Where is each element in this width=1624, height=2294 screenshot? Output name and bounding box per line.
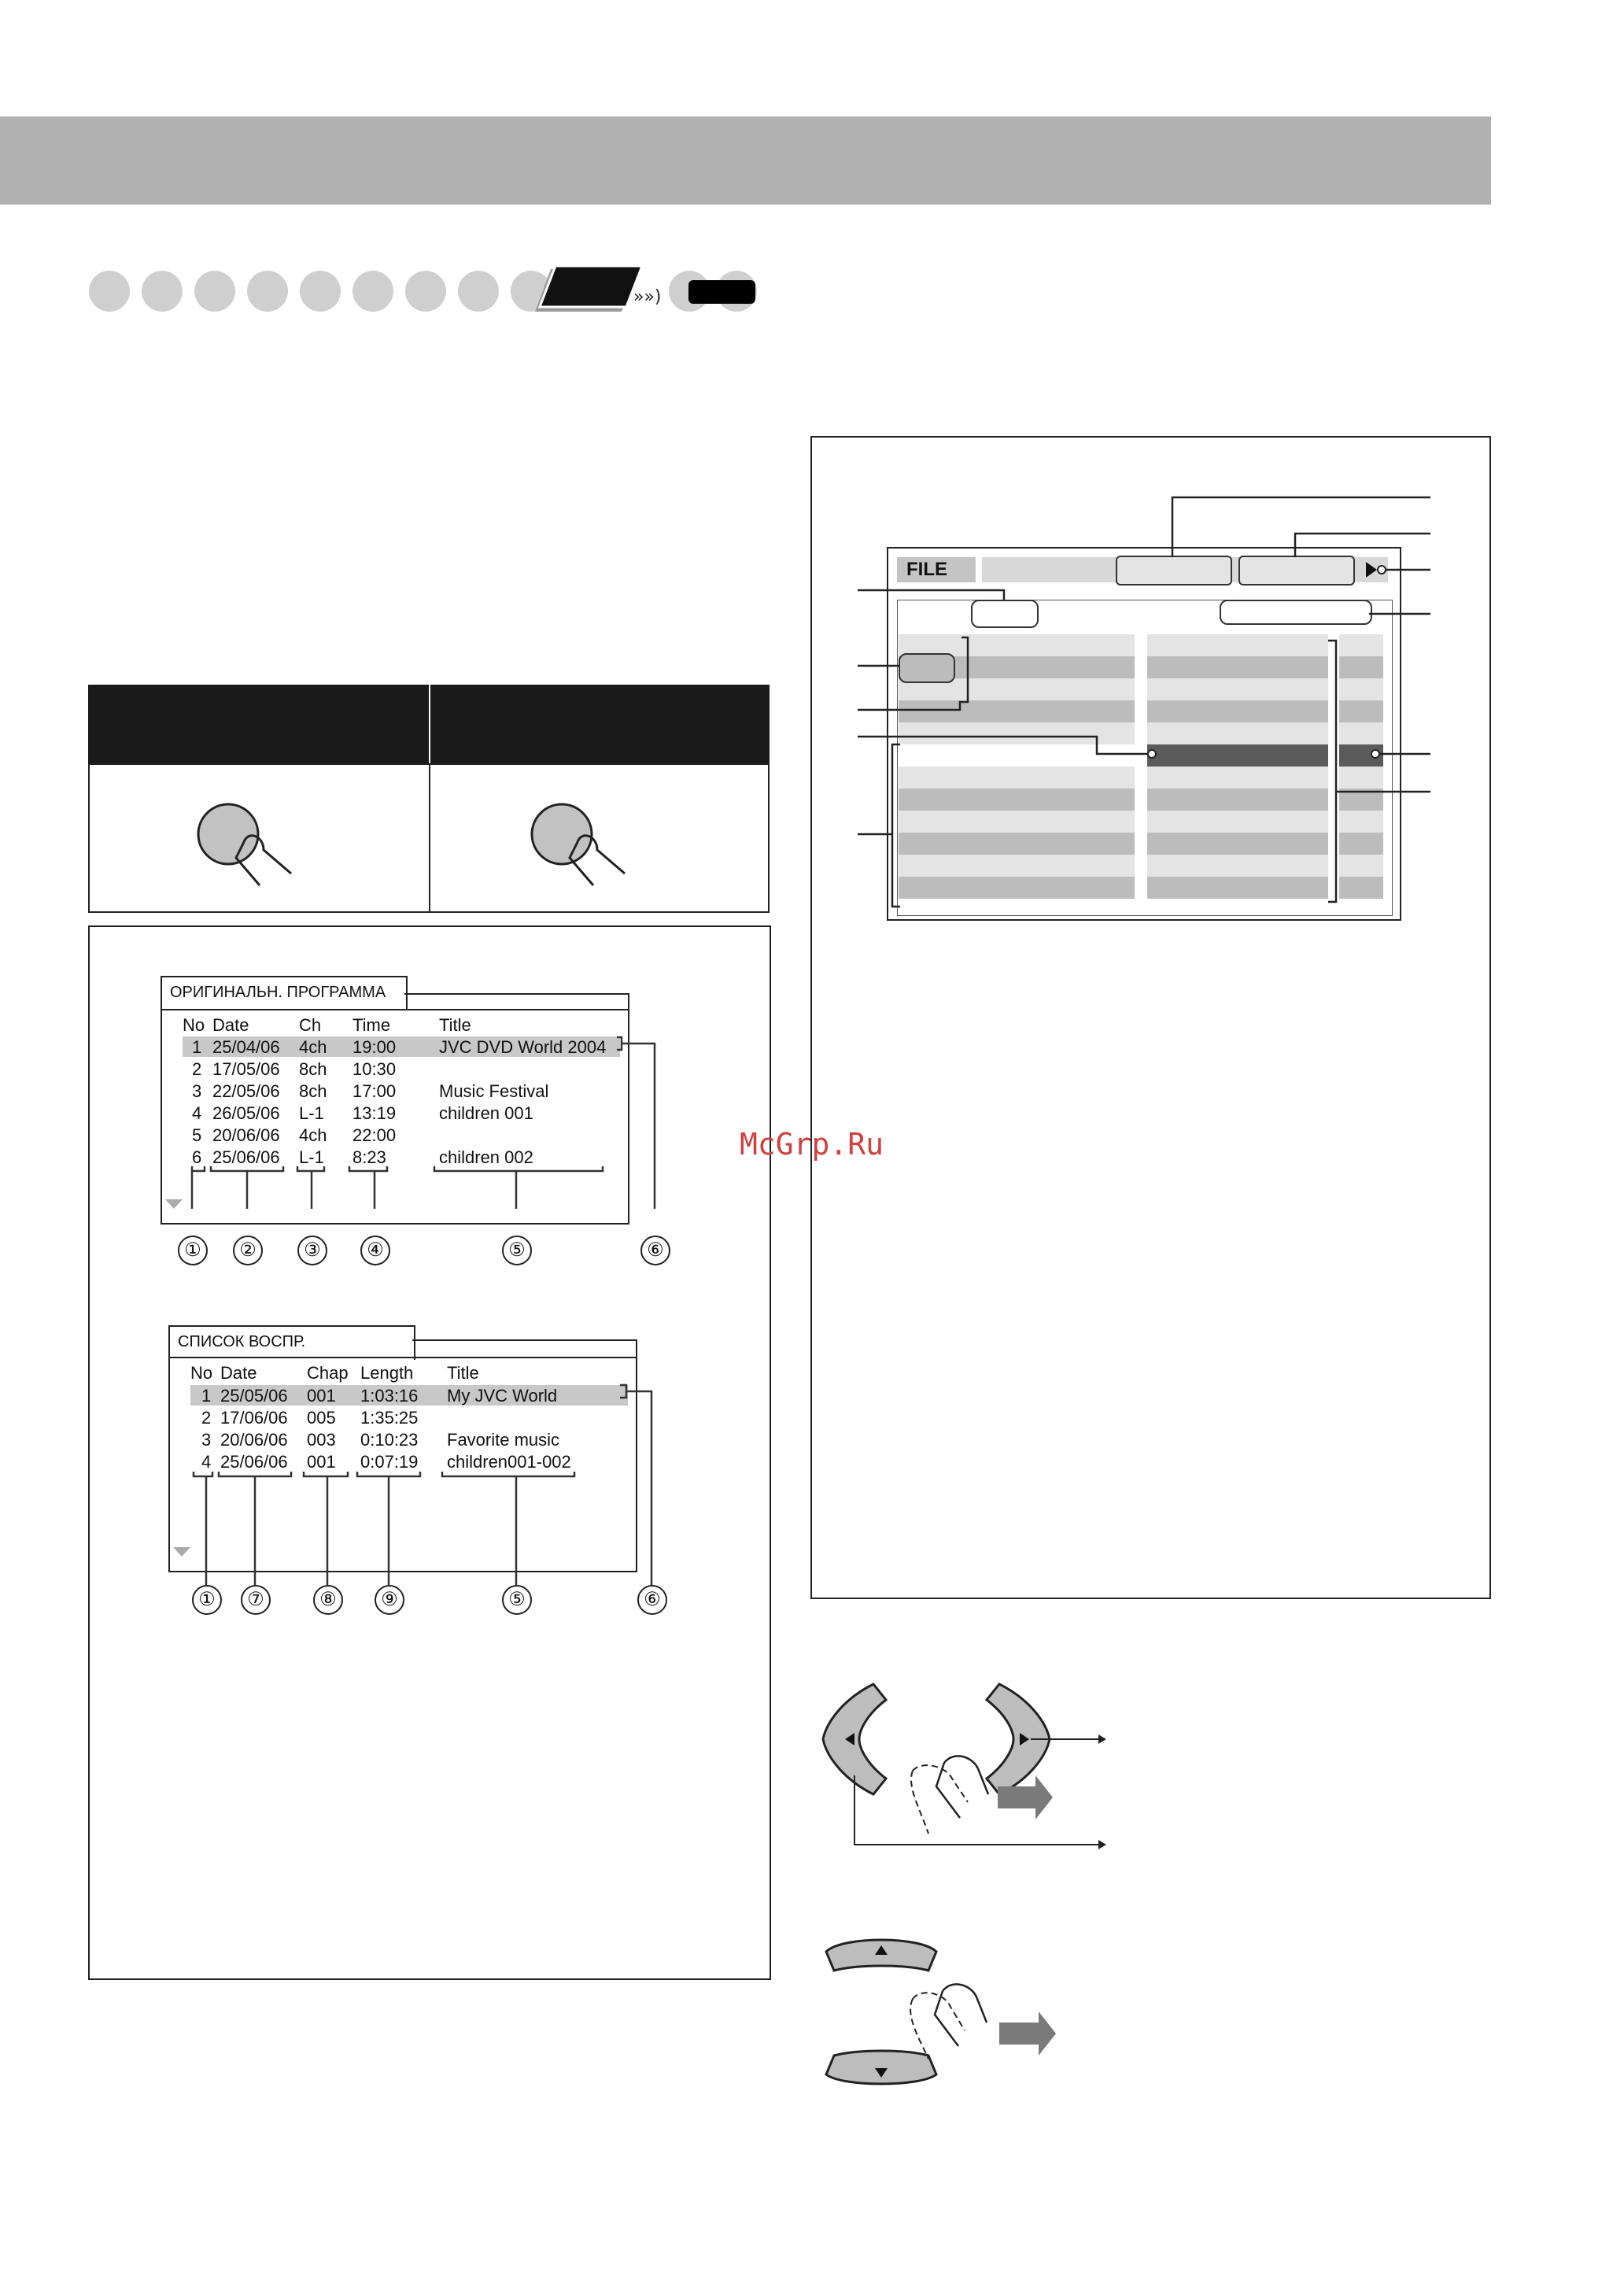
- step-dot: [142, 271, 183, 312]
- col-header: Title: [439, 1015, 471, 1035]
- step-dot: [247, 271, 288, 312]
- cell-time: 10:30: [352, 1059, 397, 1079]
- cell-no: 6: [192, 1147, 202, 1167]
- cell-ch: 8ch: [299, 1059, 327, 1079]
- step-dot: [405, 271, 446, 312]
- cell-length: 1:03:16: [360, 1386, 419, 1406]
- cell-title: Music Festival: [439, 1081, 549, 1101]
- cell-no: 1: [201, 1386, 212, 1406]
- cell-date: 25/04/06: [212, 1037, 280, 1057]
- col-header: No: [183, 1015, 205, 1035]
- cell-date: 25/05/06: [220, 1386, 288, 1406]
- cell-no: 4: [201, 1452, 212, 1472]
- callout-6: ⑥: [640, 1236, 670, 1265]
- cell-chap: 003: [307, 1430, 336, 1450]
- divider: [412, 1339, 637, 1341]
- cell-title: children001-002: [447, 1452, 571, 1472]
- cell-date: 17/05/06: [212, 1059, 280, 1079]
- step-dot: [352, 271, 393, 312]
- divider: [429, 763, 430, 913]
- step-dot: [194, 271, 235, 312]
- callout-1: ①: [192, 1585, 222, 1615]
- divider: [168, 1357, 637, 1358]
- cell-length: 1:35:25: [360, 1408, 419, 1428]
- col-header: Chap: [307, 1363, 349, 1383]
- divider: [161, 1009, 629, 1010]
- cell-date: 26/05/06: [212, 1103, 280, 1123]
- cell-ch: 8ch: [299, 1081, 327, 1101]
- cell-no: 2: [201, 1408, 212, 1428]
- callout-3: ③: [297, 1236, 327, 1265]
- cell-time: 13:19: [352, 1103, 397, 1123]
- col-header: Date: [212, 1015, 249, 1035]
- cell-time: 17:00: [352, 1081, 397, 1101]
- cell-length: 0:07:19: [360, 1452, 419, 1472]
- menu-title: СПИСОК ВОСПР.: [178, 1333, 306, 1350]
- cell-length: 0:10:23: [360, 1430, 419, 1450]
- callout-1: ①: [178, 1236, 208, 1265]
- callout-lines: [157, 1023, 677, 1251]
- cell-title: JVC DVD World 2004: [439, 1037, 607, 1057]
- press-button-icon: [189, 795, 299, 905]
- cell-no: 1: [192, 1037, 202, 1057]
- press-button-icon: [522, 795, 633, 905]
- step-dot: [300, 271, 341, 312]
- callout-9: ⑨: [375, 1585, 404, 1615]
- callout-leaders: [850, 488, 1448, 929]
- cell-title: My JVC World: [447, 1386, 558, 1406]
- cell-no: 3: [201, 1430, 212, 1450]
- menu-title: ОРИГИНАЛЬН. ПРОГРАММА: [170, 984, 386, 1001]
- cell-date: 20/06/06: [212, 1125, 280, 1145]
- cell-no: 4: [192, 1103, 202, 1123]
- col-header: No: [190, 1363, 213, 1383]
- col-header: Date: [220, 1363, 257, 1383]
- col-header: Length: [360, 1363, 414, 1383]
- cell-chap: 001: [307, 1452, 336, 1472]
- cell-ch: 4ch: [299, 1037, 327, 1057]
- callout-5: ⑤: [502, 1585, 532, 1615]
- header-band: [0, 116, 1491, 205]
- divider: [404, 993, 629, 995]
- svg-text:»»): »»): [633, 287, 662, 307]
- cell-no: 5: [192, 1125, 202, 1145]
- cell-date: 25/06/06: [212, 1147, 280, 1167]
- callout-5: ⑤: [502, 1236, 532, 1265]
- cell-time: 19:00: [352, 1037, 397, 1057]
- cell-ch: L-1: [299, 1103, 324, 1123]
- disc-logo-icon: [527, 264, 763, 320]
- left-right-buttons-diagram: [810, 1668, 1125, 1857]
- callout-2: ②: [233, 1236, 263, 1265]
- col-header: Ch: [299, 1015, 322, 1035]
- callout-8: ⑧: [313, 1585, 343, 1615]
- cell-date: 20/06/06: [220, 1430, 288, 1450]
- col-header: Title: [447, 1363, 479, 1383]
- file-tab-label: FILE: [906, 559, 947, 580]
- cell-time: 22:00: [352, 1125, 397, 1145]
- step-dot: [458, 271, 499, 312]
- cell-time: 8:23: [352, 1147, 386, 1167]
- cell-date: 22/05/06: [212, 1081, 280, 1101]
- cell-ch: 4ch: [299, 1125, 327, 1145]
- cell-chap: 001: [307, 1386, 336, 1406]
- cell-no: 2: [192, 1059, 202, 1079]
- col-header: Time: [352, 1015, 391, 1035]
- cell-title: children 001: [439, 1103, 533, 1123]
- cell-no: 3: [192, 1081, 202, 1101]
- cell-ch: L-1: [299, 1147, 324, 1167]
- cell-date: 25/06/06: [220, 1452, 288, 1472]
- cell-title: children 002: [439, 1147, 533, 1167]
- watermark: McGrp.Ru: [740, 1127, 884, 1162]
- callout-6: ⑥: [637, 1585, 667, 1615]
- callout-7: ⑦: [241, 1585, 271, 1615]
- cell-chap: 005: [307, 1408, 336, 1428]
- cell-title: Favorite music: [447, 1430, 560, 1450]
- cell-date: 17/06/06: [220, 1408, 288, 1428]
- callout-lines: [165, 1369, 685, 1605]
- step-dot: [89, 271, 130, 312]
- callout-4: ④: [360, 1236, 390, 1265]
- up-down-buttons-diagram: [810, 1920, 1125, 2093]
